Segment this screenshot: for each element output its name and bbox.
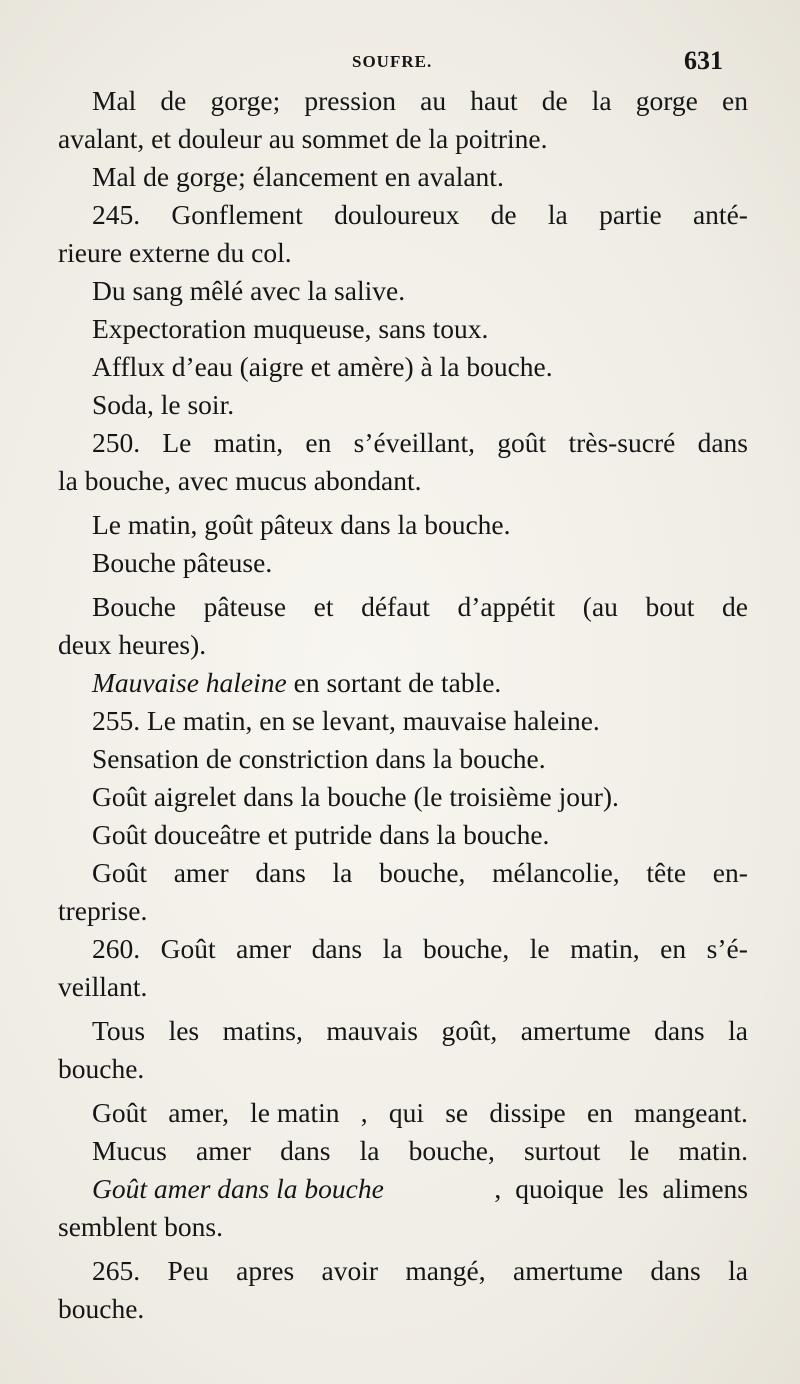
word: bouche, [422,933,510,964]
word: matin. [678,1135,748,1166]
text-line: Soda, le soir. [92,389,235,420]
word: d’appétit [457,591,556,622]
text-line: Afflux d’eau (aigre et amère) à la bouche. [92,351,553,382]
word: en [586,1097,613,1128]
word: Gonflement [171,199,303,230]
text-line: bouche. [58,1293,145,1324]
word: mélancolie, [492,857,620,888]
text-line: Expectoration muqueuse, sans toux. [92,313,489,344]
text-line: Sensation de constriction dans la bouche. [92,743,546,774]
text-line [58,1252,748,1290]
word: en [305,427,332,458]
word: quoique [515,1173,604,1204]
word: dans [697,427,748,458]
page-body [58,82,748,1328]
word: et [313,591,334,622]
word: la [382,933,403,964]
word: Mal [92,85,137,116]
text-line [58,664,748,702]
word: dans [255,857,306,888]
word: le [629,1135,650,1166]
word: la [547,199,568,230]
word: mauvais [326,1015,418,1046]
text-line: Goût aigrelet dans la bouche (le troisième jour). [92,781,619,812]
word: goût, [441,1015,498,1046]
word: de [541,85,568,116]
word: avoir [321,1255,379,1286]
text-line: Du sang mêlé avec la salive. [92,275,406,306]
word: dans [650,1255,701,1286]
word: alimens [662,1173,748,1204]
word: bout [645,591,695,622]
text-line [58,1170,748,1208]
word: les [617,1173,649,1204]
page-header [0,46,800,76]
word: mangeant. [634,1097,748,1128]
word: (au [582,591,618,622]
word: , [360,1097,368,1128]
word: la [332,857,353,888]
text-line: 255. Le matin, en se levant, mauvaise haleine. [92,705,600,736]
text-line [58,1094,748,1132]
text-line: Mal de gorge; élancement en avalant. [92,161,504,192]
word: les [168,1015,200,1046]
text-line: avalant, et douleur au sommet de la poitrine. [58,123,548,154]
word: 265. [92,1255,141,1286]
word: amertume [512,1255,623,1286]
text-line: deux heures). [58,629,207,660]
word: Goût [92,857,147,888]
word: haut [470,85,518,116]
word: douloureux [334,199,460,230]
text-line [58,82,748,120]
word: matin, [213,427,284,458]
word: Peu [167,1255,209,1286]
word: pression [304,85,397,116]
word: se [445,1097,469,1128]
text-line [58,1012,748,1050]
text-line [58,854,748,892]
page-number: 631 [684,46,723,75]
word: goût [497,427,547,458]
word: bouche, [379,857,466,888]
italic-phrase: Goût amer dans la bouche [92,1173,384,1204]
word: la [728,1255,748,1286]
word: bouche, [408,1135,495,1166]
word: en- [712,857,748,888]
word: 260. [92,933,141,964]
word: 245. [92,199,141,230]
word: de [490,199,517,230]
text-run: en sortant de table. [286,667,502,698]
word: en [721,85,748,116]
word: tête [646,857,687,888]
word: Mucus [92,1135,167,1166]
text-line: bouche. [58,1053,145,1084]
word: la [728,1015,748,1046]
word: gorge [635,85,698,116]
word: amer [195,1135,251,1166]
text-line: veillant. [58,971,148,1002]
word: de [160,85,187,116]
word: dans [311,933,363,964]
word: matin, [570,933,640,964]
word: gorge; [210,85,281,116]
text-line: Bouche pâteuse. [92,547,273,578]
text-line [58,424,748,462]
word: très-sucré [568,427,676,458]
word: partie [599,199,662,230]
word: la [359,1135,380,1166]
text-line: semblent bons. [58,1211,223,1242]
word: Goût [160,933,216,964]
word: au [420,85,447,116]
word: apres [236,1255,295,1286]
text-line [58,588,748,626]
word: surtout [523,1135,601,1166]
word: défaut [361,591,430,622]
word: Goût [92,1097,147,1128]
word: amertume [520,1015,631,1046]
word: dissipe [489,1097,566,1128]
text-line [58,1132,748,1170]
text-line: Goût douceâtre et putride dans la bouche. [92,819,550,850]
word: mangé, [405,1255,486,1286]
word: dans [280,1135,331,1166]
text-line: Le matin, goût pâteux dans la bouche. [92,509,511,540]
word: pâteuse [203,591,287,622]
word: qui [388,1097,424,1128]
word: amer [173,857,229,888]
word: dans [654,1015,705,1046]
text-line [58,930,748,968]
word: anté- [692,199,748,230]
text-line: la bouche, avec mucus abondant. [58,465,422,496]
word: matins, [222,1015,303,1046]
word: 250. [92,427,141,458]
word: la [591,85,612,116]
text-line: treprise. [58,895,148,926]
italic-phrase: Mauvaise haleine [92,667,287,698]
word: Tous [92,1015,146,1046]
word-group [494,1170,748,1208]
word: Bouche [92,591,177,622]
word: s’é- [706,933,748,964]
word: le matin [250,1097,340,1128]
word: en [660,933,687,964]
word: amer [236,933,292,964]
text-line: rieure externe du col. [58,237,292,268]
word: le [529,933,550,964]
word: Le [162,427,192,458]
text-line [58,196,748,234]
word: amer, [168,1097,229,1128]
word: , [494,1173,502,1204]
word: s’éveillant, [353,427,476,458]
running-head: SOUFRE. [352,52,433,71]
word: de [721,591,748,622]
